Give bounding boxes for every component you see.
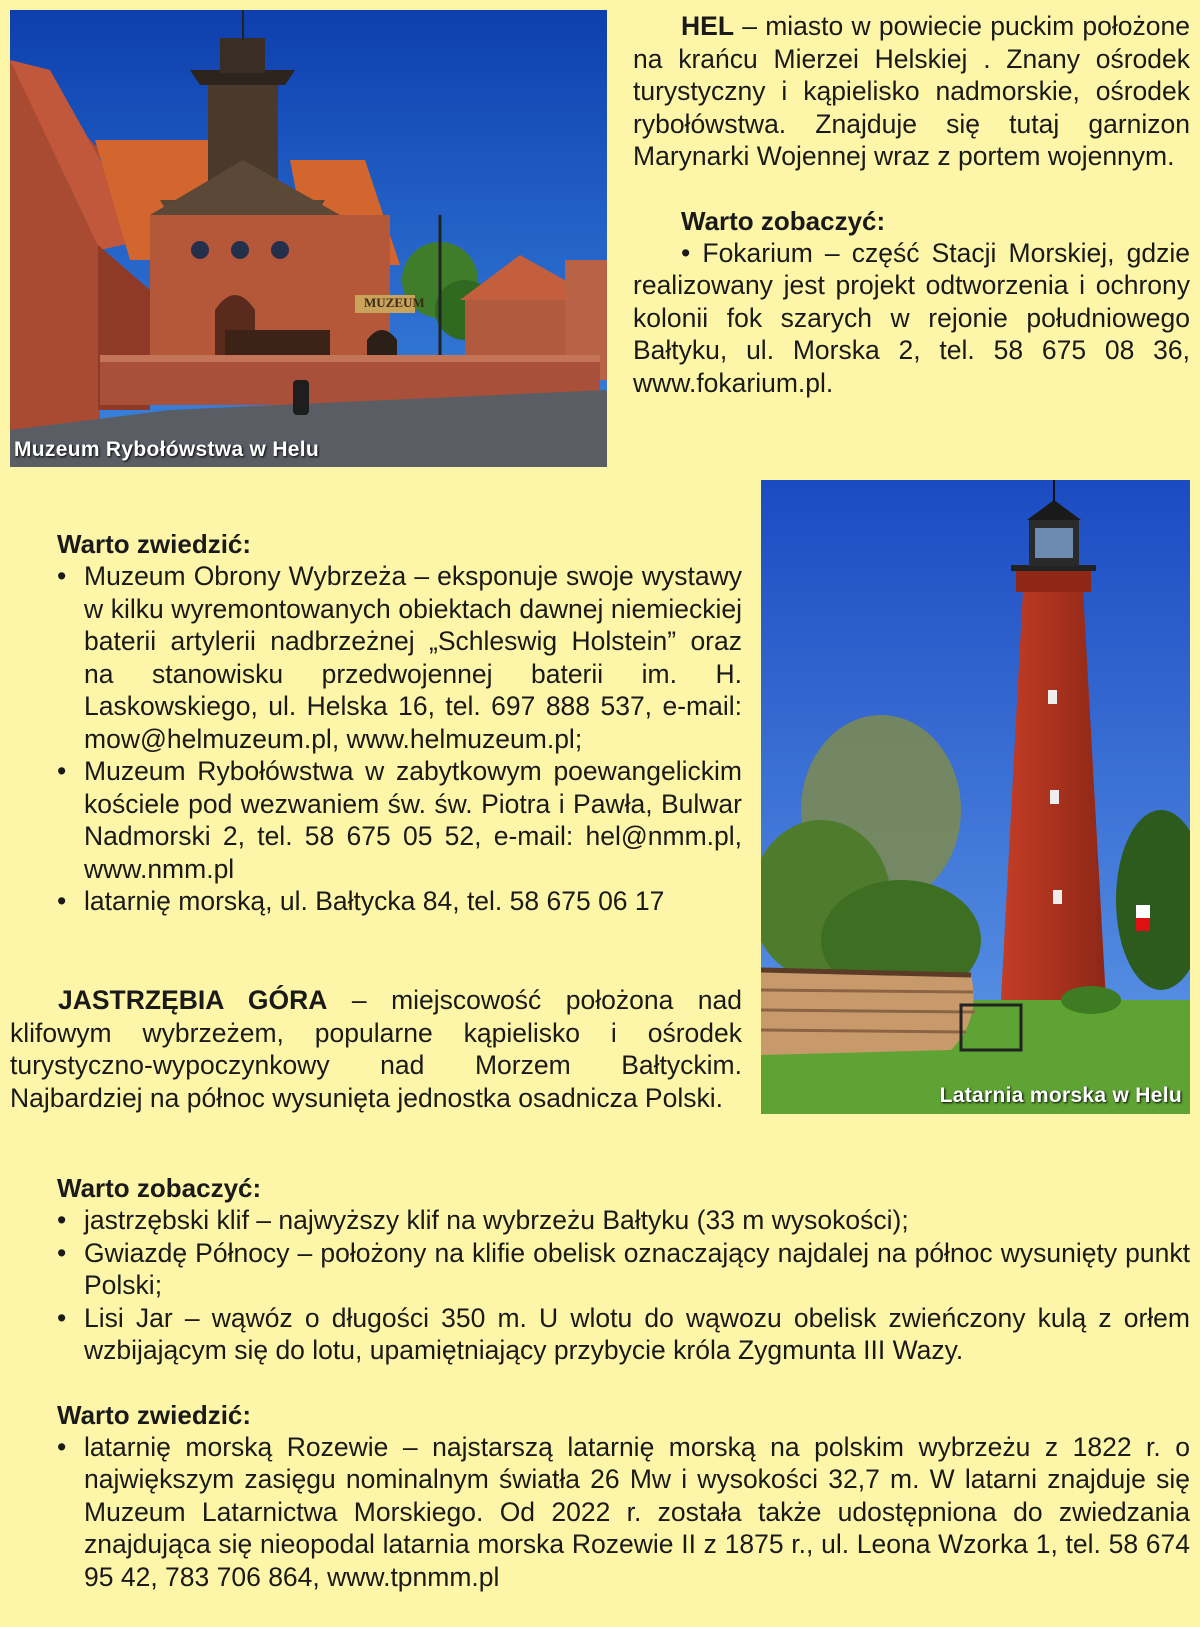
list-item: • latarnię morską, ul. Bałtycka 84, tel. 58 675 06 17: [57, 885, 742, 918]
hel-name: HEL: [681, 11, 734, 41]
hel-intro-block: [633, 10, 1190, 399]
jastrzebia-intro-text: – miejscowość położona nad klifowym wybrzeżem, popularne kąpielisko i ośrodek turystyczno-wypoczynkowy nad Morzem Bałtyckim. Najbardziej na północ wysunięta jednostka osadnicza Polski.: [10, 985, 742, 1113]
lighthouse-photo-caption: Latarnia morska w Helu: [939, 1084, 1182, 1107]
museum-photo-caption: Muzeum Rybołówstwa w Helu: [14, 438, 320, 461]
jastrzebia-intro-block: [10, 984, 742, 1114]
hel-visit-heading: Warto zwiedzić:: [57, 529, 252, 559]
list-item: • Muzeum Obrony Wybrzeża – eksponuje swoje wystawy w kilku wyremontowanych obiektach dawnej niemieckiej baterii artylerii nadbrzeżnej „Schleswig Holstein” oraz na stanowisku przedwojennej baterii im. H. Laskowskiego, ul. Helska 16, tel. 697 888 537, e-mail: mow@helmuzeum.pl, www.helmuzeum.pl;: [57, 560, 742, 755]
hel-see-item: • Fokarium – część Stacji Morskiej, gdzie realizowany jest projekt odtworzenia i ochrony kolonii fok szarych w rejonie południowego Bałtyku, ul. Morska 2, tel. 58 675 08 36, www.fokarium.pl.: [633, 237, 1190, 398]
jastrzebia-see-block: [57, 1172, 1190, 1593]
hel-intro-text: – miasto w powiecie puckim położone na krańcu Mierzei Helskiej . Znany ośrodek turystyczny i kąpielisko nadmorskie, ośrodek rybołówstwa. Znajduje się tutaj garnizon Marynarki Wojennej wraz z portem wojennym.: [633, 11, 1190, 171]
list-item: • latarnię morską Rozewie – najstarszą latarnię morską na polskim wybrzeżu z 1822 r. o największym zasięgu nominalnym światła 26 Mw i wysokości 32,7 m. W latarni znajduje się Muzeum Latarnictwa Morskiego. Od 2022 r. została także udostępniona do zwiedzania znajdująca się nieopodal latarnia morska Rozewie II z 1875 r., ul. Leona Wzorka 1, tel. 58 674 95 42, 783 706 864, www.tpnmm.pl: [57, 1431, 1190, 1594]
jastrzebia-name: JASTRZĘBIA GÓRA: [58, 985, 328, 1015]
jastrzebia-visit-heading: Warto zwiedzić:: [57, 1399, 252, 1430]
hel-see-heading: Warto zobaczyć:: [681, 205, 886, 236]
hel-visit-block: [57, 528, 742, 918]
museum-photo: [10, 10, 607, 467]
list-item: • Lisi Jar – wąwóz o długości 350 m. U wlotu do wąwozu obelisk zwieńczony kulą z orłem wzbijającym się do lotu, upamiętniający przybycie króla Zygmunta III Wazy.: [57, 1302, 1190, 1367]
jastrzebia-see-heading: Warto zobaczyć:: [57, 1173, 262, 1203]
hel-intro: [633, 10, 1190, 173]
jastrzebia-intro: [10, 984, 742, 1114]
hel-visit-list: [57, 560, 742, 918]
list-item: • jastrzębski klif – najwyższy klif na wybrzeżu Bałtyku (33 m wysokości);: [57, 1204, 1190, 1237]
lighthouse-photo: [761, 480, 1190, 1114]
museum-sign-text: MUZEUM: [364, 295, 425, 310]
jastrzebia-visit-list: [57, 1431, 1190, 1594]
jastrzebia-see-list: [57, 1204, 1190, 1367]
list-item: • Gwiazdę Północy – położony na klifie obelisk oznaczający najdalej na północ wysunięty punkt Polski;: [57, 1237, 1190, 1302]
list-item: • Muzeum Rybołówstwa w zabytkowym poewangelickim kościele pod wezwaniem św. św. Piotra i Pawła, Bulwar Nadmorski 2, tel. 58 675 05 52, e-mail: hel@nmm.pl, www.nmm.pl: [57, 755, 742, 885]
